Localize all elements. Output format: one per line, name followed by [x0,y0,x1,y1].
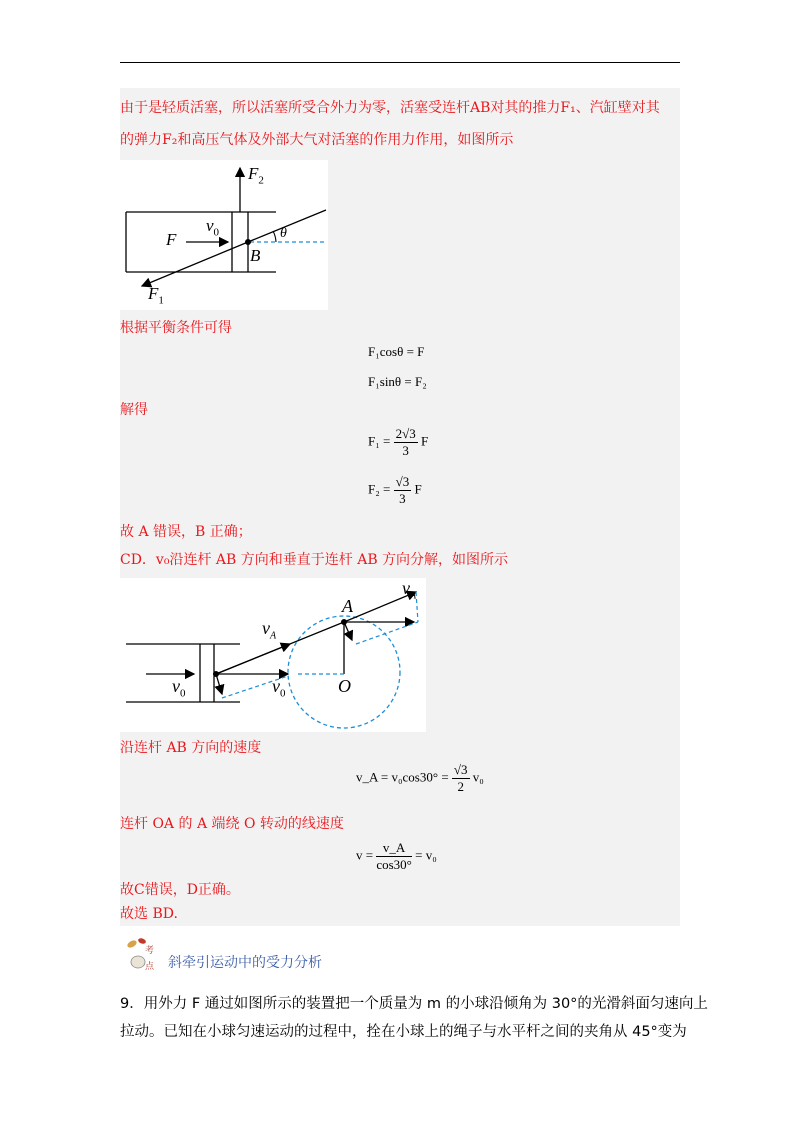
kaodian-char-bottom: 点 [145,962,155,972]
kaodian-icon [118,936,166,976]
v0-left-label: $v_0$ [172,676,186,700]
point-b [245,239,251,245]
equation-2: F₁sinθ = F₂ [368,374,427,389]
dashed-a1 [356,622,418,644]
v0-label: $v_0$ [206,216,220,239]
va-top-label: $v_A$ [402,578,417,602]
balance-text: 根据平衡条件可得 [120,320,232,336]
velocity-diagram-svg [120,578,426,732]
equation-1: F₁cosθ = F [368,344,425,359]
question-9-line-2: 拉动。已知在小球匀速运动的过程中，拴在小球上的绳子与水平杆之间的夹角从 45°变为 [120,1024,687,1040]
question-9-line-1: 9．用外力 F 通过如图所示的装置把一个质量为 m 的小球沿倾角为 30°的光滑斜面匀速向上 [120,996,708,1012]
v0-mid-label: $v_0$ [272,676,286,700]
f2-label: $F_2$ [248,164,264,187]
linear-text: 连杆 OA 的 A 端绕 O 转动的线速度 [120,816,344,832]
dashed-a2 [416,592,418,622]
va-label: $v_A$ [262,618,277,642]
equation-4: F₂ = $\frac{√3}{3}$ F [368,474,422,506]
point-a [341,619,347,625]
f-label: F [166,230,177,249]
force-diagram [120,160,328,310]
f1-label: $F_1$ [148,284,164,307]
conclusion-cd: 故C错误，D正确。 [120,882,240,898]
kaodian-label: 斜牵引运动中的受力分析 [168,955,322,971]
solve-text: 解得 [120,402,148,418]
solution-line-2: 的弹力F₂和高压气体及外部大气对活塞的作用力作用，如图所示 [120,132,514,148]
solution-line-1: 由于是轻质活塞，所以活塞所受合外力为零，活塞受连杆AB对其的推力F₁、汽缸壁对其 [120,100,660,116]
a-label: A [342,596,353,616]
along-text: 沿连杆 AB 方向的速度 [120,740,262,756]
equation-3: F₁ = $\frac{2√3}{3}$ F [368,426,429,458]
theta-label: θ [280,226,287,241]
velocity-diagram [120,578,426,732]
perp-arrow-left [216,674,222,694]
conclusion-bd: 故选 BD. [120,906,178,922]
equation-6: v = $\frac{v\_A}{\cos 30^\circ}$ = v₀ [356,840,437,872]
cd-text: CD．v₀沿连杆 AB 方向和垂直于连杆 AB 方向分解，如图所示 [120,552,509,568]
rod-ab [248,210,326,242]
b-label: B [250,246,261,265]
kaodian-char-top: 考 [145,946,155,956]
va-arrow [216,644,290,674]
conclusion-ab: 故 A 错误，B 正确； [120,524,252,540]
equation-5: v_A = v₀cos30° = $\frac{√3}{2}$ v₀ [356,762,484,794]
o-label: O [338,676,351,696]
piston-point [213,671,219,677]
header-rule [120,62,680,63]
theta-arc [273,231,276,242]
